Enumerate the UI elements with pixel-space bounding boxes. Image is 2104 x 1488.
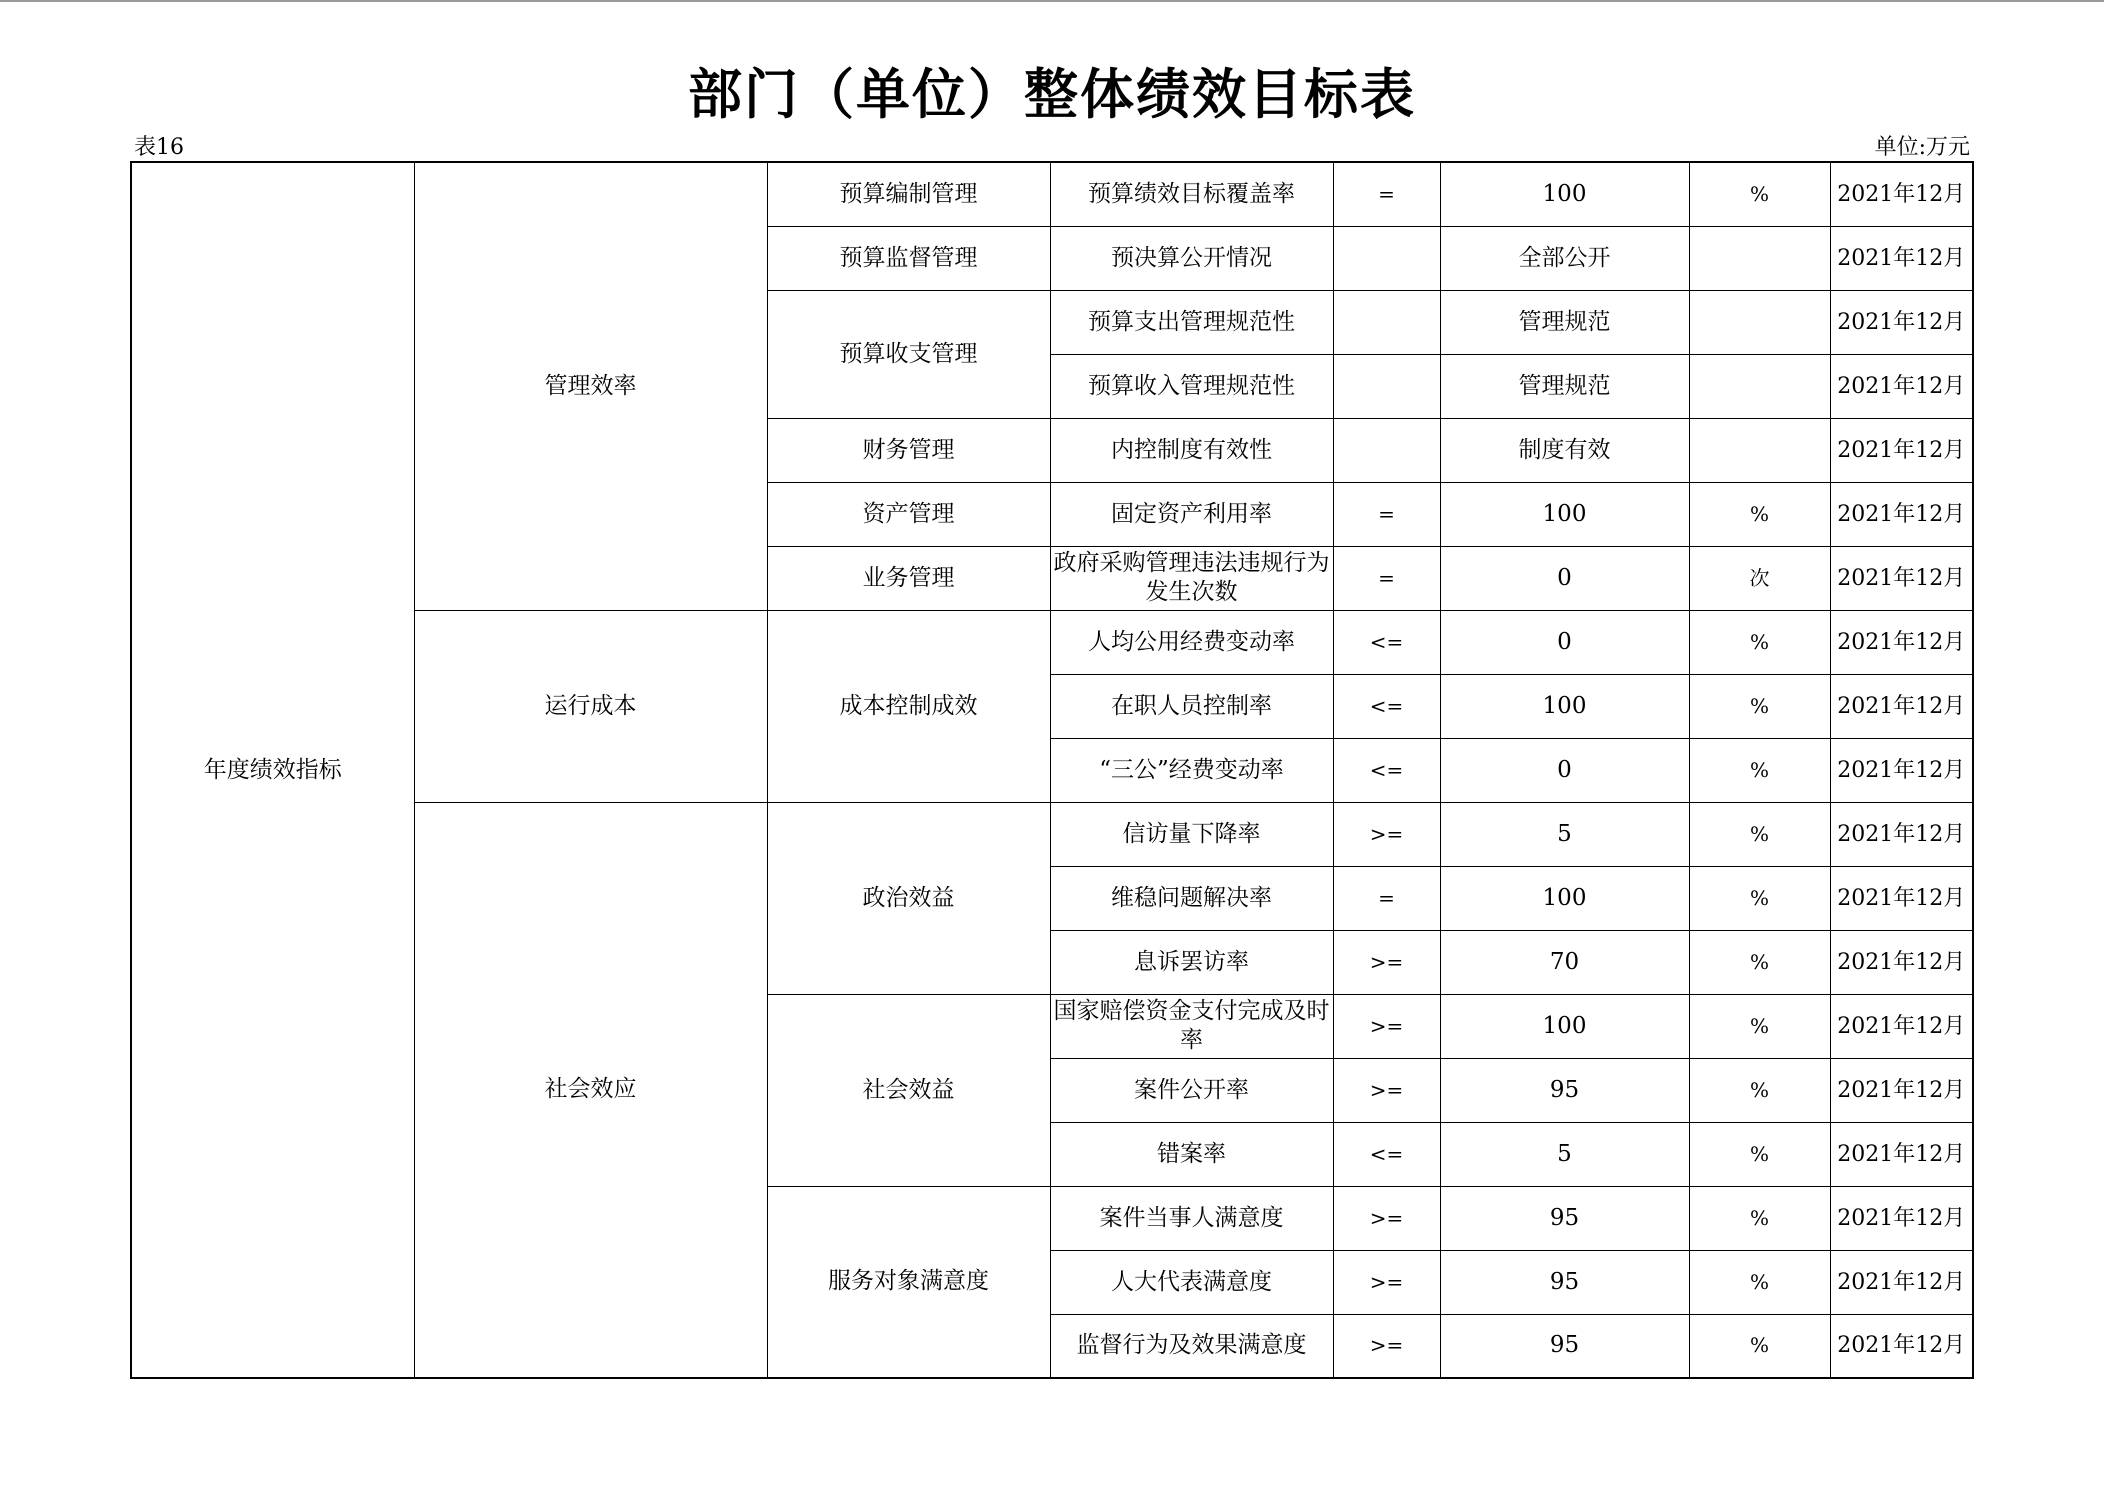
measure-unit-cell: % (1689, 1314, 1830, 1378)
measure-unit-cell (1689, 290, 1830, 354)
level3-indicator-cell: 服务对象满意度 (767, 1186, 1050, 1378)
operator-cell: >= (1333, 1250, 1440, 1314)
indicator-name-cell: 案件公开率 (1050, 1058, 1333, 1122)
deadline-cell: 2021年12月 (1830, 482, 1973, 546)
target-value-cell: 95 (1440, 1186, 1689, 1250)
measure-unit-cell: % (1689, 930, 1830, 994)
level3-indicator-cell: 业务管理 (767, 546, 1050, 610)
target-value-cell: 100 (1440, 866, 1689, 930)
measure-unit-cell: % (1689, 1250, 1830, 1314)
level3-indicator-cell: 社会效益 (767, 994, 1050, 1186)
operator-cell: = (1333, 162, 1440, 226)
indicator-name-cell: 维稳问题解决率 (1050, 866, 1333, 930)
level2-indicator-cell: 管理效率 (414, 162, 767, 610)
deadline-cell: 2021年12月 (1830, 1122, 1973, 1186)
table-body (131, 162, 1973, 1378)
indicator-name-cell: 息诉罢访率 (1050, 930, 1333, 994)
operator-cell: >= (1333, 1058, 1440, 1122)
deadline-cell: 2021年12月 (1830, 418, 1973, 482)
operator-cell: >= (1333, 994, 1440, 1058)
deadline-cell: 2021年12月 (1830, 1250, 1973, 1314)
operator-cell (1333, 418, 1440, 482)
indicator-name-cell: “三公”经费变动率 (1050, 738, 1333, 802)
target-value-cell: 95 (1440, 1314, 1689, 1378)
target-value-cell: 管理规范 (1440, 354, 1689, 418)
target-value-cell: 95 (1440, 1250, 1689, 1314)
target-value-cell: 制度有效 (1440, 418, 1689, 482)
target-value-cell: 0 (1440, 610, 1689, 674)
indicator-name-cell: 信访量下降率 (1050, 802, 1333, 866)
level3-indicator-cell: 政治效益 (767, 802, 1050, 994)
measure-unit-cell (1689, 418, 1830, 482)
indicator-name-cell: 预决算公开情况 (1050, 226, 1333, 290)
page-title: 部门（单位）整体绩效目标表 (688, 63, 1416, 126)
measure-unit-cell: % (1689, 162, 1830, 226)
operator-cell: <= (1333, 1122, 1440, 1186)
measure-unit-cell: % (1689, 610, 1830, 674)
target-value-cell: 100 (1440, 674, 1689, 738)
target-value-cell: 95 (1440, 1058, 1689, 1122)
operator-cell (1333, 290, 1440, 354)
deadline-cell: 2021年12月 (1830, 354, 1973, 418)
indicator-name-cell: 人大代表满意度 (1050, 1250, 1333, 1314)
indicator-name-cell: 预算支出管理规范性 (1050, 290, 1333, 354)
deadline-cell: 2021年12月 (1830, 994, 1973, 1058)
measure-unit-cell: % (1689, 866, 1830, 930)
operator-cell: >= (1333, 802, 1440, 866)
level2-indicator-cell: 运行成本 (414, 610, 767, 802)
level3-indicator-cell: 预算监督管理 (767, 226, 1050, 290)
operator-cell: <= (1333, 738, 1440, 802)
indicator-name-cell: 国家赔偿资金支付完成及时率 (1050, 994, 1333, 1058)
measure-unit-cell: % (1689, 802, 1830, 866)
level2-indicator-cell: 社会效应 (414, 802, 767, 1378)
target-value-cell: 70 (1440, 930, 1689, 994)
deadline-cell: 2021年12月 (1830, 1058, 1973, 1122)
operator-cell: <= (1333, 610, 1440, 674)
operator-cell: >= (1333, 1314, 1440, 1378)
indicator-name-cell: 政府采购管理违法违规行为发生次数 (1050, 546, 1333, 610)
target-value-cell: 100 (1440, 994, 1689, 1058)
unit-label: 单位:万元 (1874, 135, 1970, 160)
measure-unit-cell: % (1689, 1058, 1830, 1122)
target-value-cell: 5 (1440, 1122, 1689, 1186)
deadline-cell: 2021年12月 (1830, 226, 1973, 290)
table-number: 表16 (134, 135, 184, 160)
measure-unit-cell: 次 (1689, 546, 1830, 610)
deadline-cell: 2021年12月 (1830, 1186, 1973, 1250)
target-value-cell: 管理规范 (1440, 290, 1689, 354)
table-row (131, 162, 1973, 226)
operator-cell (1333, 354, 1440, 418)
level3-indicator-cell: 资产管理 (767, 482, 1050, 546)
operator-cell (1333, 226, 1440, 290)
measure-unit-cell (1689, 354, 1830, 418)
deadline-cell: 2021年12月 (1830, 162, 1973, 226)
level3-indicator-cell: 预算收支管理 (767, 290, 1050, 418)
measure-unit-cell: % (1689, 994, 1830, 1058)
deadline-cell: 2021年12月 (1830, 290, 1973, 354)
measure-unit-cell (1689, 226, 1830, 290)
deadline-cell: 2021年12月 (1830, 930, 1973, 994)
deadline-cell: 2021年12月 (1830, 610, 1973, 674)
measure-unit-cell: % (1689, 1122, 1830, 1186)
measure-unit-cell: % (1689, 674, 1830, 738)
indicator-name-cell: 预算绩效目标覆盖率 (1050, 162, 1333, 226)
operator-cell: <= (1333, 674, 1440, 738)
target-value-cell: 全部公开 (1440, 226, 1689, 290)
indicator-name-cell: 人均公用经费变动率 (1050, 610, 1333, 674)
operator-cell: = (1333, 866, 1440, 930)
top-rule (0, 0, 2104, 2)
deadline-cell: 2021年12月 (1830, 674, 1973, 738)
operator-cell: >= (1333, 1186, 1440, 1250)
measure-unit-cell: % (1689, 482, 1830, 546)
target-value-cell: 100 (1440, 482, 1689, 546)
target-value-cell: 5 (1440, 802, 1689, 866)
target-value-cell: 100 (1440, 162, 1689, 226)
operator-cell: >= (1333, 930, 1440, 994)
deadline-cell: 2021年12月 (1830, 738, 1973, 802)
performance-target-table (130, 161, 1974, 1379)
deadline-cell: 2021年12月 (1830, 866, 1973, 930)
level3-indicator-cell: 预算编制管理 (767, 162, 1050, 226)
indicator-name-cell: 在职人员控制率 (1050, 674, 1333, 738)
deadline-cell: 2021年12月 (1830, 802, 1973, 866)
target-value-cell: 0 (1440, 546, 1689, 610)
indicator-name-cell: 固定资产利用率 (1050, 482, 1333, 546)
indicator-name-cell: 监督行为及效果满意度 (1050, 1314, 1333, 1378)
indicator-name-cell: 案件当事人满意度 (1050, 1186, 1333, 1250)
indicator-name-cell: 错案率 (1050, 1122, 1333, 1186)
indicator-name-cell: 预算收入管理规范性 (1050, 354, 1333, 418)
indicator-name-cell: 内控制度有效性 (1050, 418, 1333, 482)
measure-unit-cell: % (1689, 1186, 1830, 1250)
level1-indicator-cell: 年度绩效指标 (131, 162, 414, 1378)
operator-cell: = (1333, 546, 1440, 610)
deadline-cell: 2021年12月 (1830, 1314, 1973, 1378)
level3-indicator-cell: 成本控制成效 (767, 610, 1050, 802)
target-value-cell: 0 (1440, 738, 1689, 802)
operator-cell: = (1333, 482, 1440, 546)
deadline-cell: 2021年12月 (1830, 546, 1973, 610)
measure-unit-cell: % (1689, 738, 1830, 802)
level3-indicator-cell: 财务管理 (767, 418, 1050, 482)
